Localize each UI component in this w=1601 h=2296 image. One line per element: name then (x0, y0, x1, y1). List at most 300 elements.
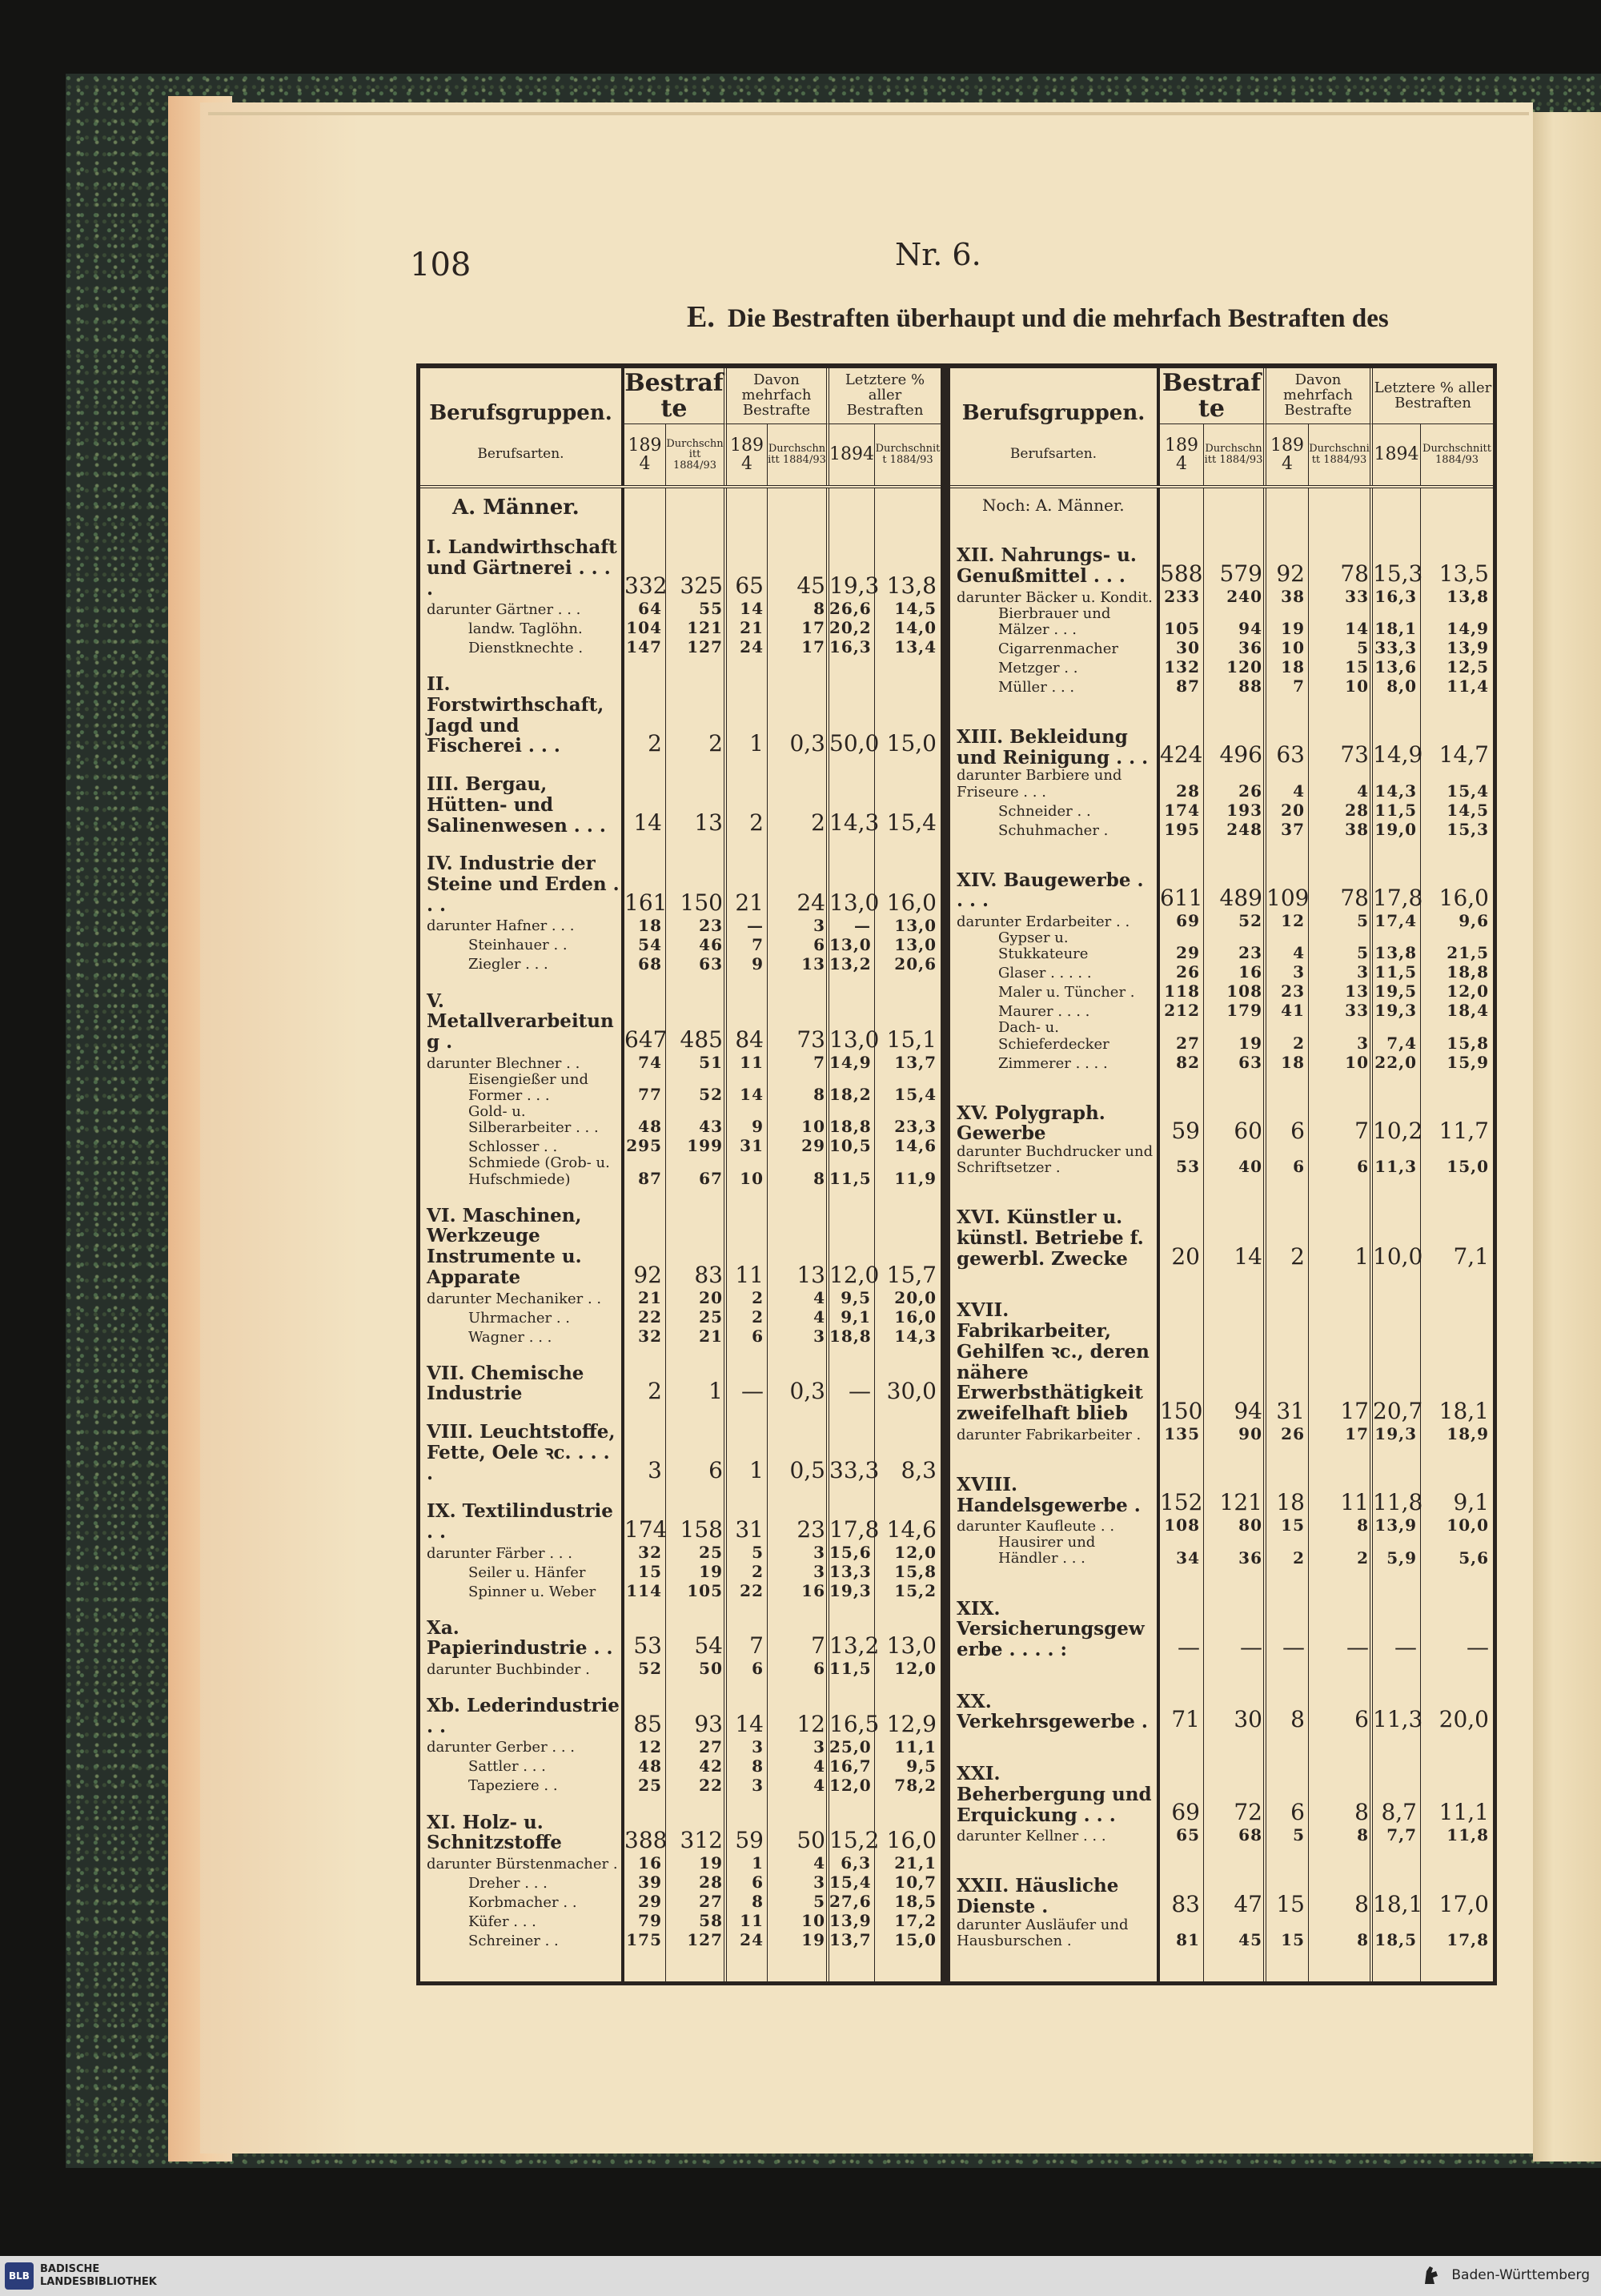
cell-bestrafte-avg: 63 (699, 953, 723, 973)
cell-percent-avg: 11,1 (1438, 1799, 1489, 1826)
cell-mehrfach-avg: 17 (1340, 1397, 1369, 1424)
row-label: darunter Fabrikarbeiter . (957, 1426, 1142, 1443)
row-label: Seiler u. Hänfer (468, 1563, 586, 1581)
cell-percent-avg: 11,4 (1447, 676, 1489, 696)
cell-percent-1894: 10,0 (1373, 1242, 1423, 1270)
cell-bestrafte-1894: 21 (638, 1287, 662, 1307)
cell-percent-avg: 14,7 (1438, 741, 1489, 769)
cell-bestrafte-1894: 161 (624, 889, 668, 916)
cell-percent-1894: 13,0 (829, 934, 872, 954)
cell-mehrfach-1894: 63 (1276, 741, 1305, 769)
cell-bestrafte-avg: 90 (1238, 1423, 1262, 1443)
header-year: 1894 (1160, 424, 1204, 485)
cell-mehrfach-1894: 9 (752, 953, 764, 973)
subgroup-row (420, 637, 941, 656)
cell-bestrafte-1894: 16 (638, 1853, 662, 1873)
subgroup-row (420, 1776, 941, 1795)
title-letter: E. (687, 300, 715, 334)
subgroup-row (420, 935, 941, 954)
row-label: XVIII. Handelsgewerbe . (957, 1473, 1141, 1516)
cell-percent-avg: 13,0 (886, 1632, 937, 1660)
row-spacer (420, 1678, 941, 1696)
cell-percent-avg: 17,8 (1447, 1929, 1489, 1949)
cell-percent-1894: 12,0 (829, 1261, 880, 1288)
cell-mehrfach-1894: 6 (1290, 1118, 1305, 1145)
cell-percent-1894: 7,4 (1386, 1033, 1417, 1053)
cell-bestrafte-1894: 147 (626, 637, 662, 657)
cell-bestrafte-1894: 174 (1164, 800, 1200, 820)
cell-percent-1894: 15,3 (1373, 560, 1423, 587)
cell-percent-1894: 13,3 (829, 1561, 872, 1581)
cell-mehrfach-avg: 0,3 (789, 730, 825, 757)
group-row (950, 1599, 1493, 1660)
cell-mehrfach-1894: 23 (1281, 981, 1305, 1001)
row-label: Schmiede (Grob- u. Hufschmiede) (468, 1154, 610, 1188)
subgroup-row (950, 1515, 1493, 1535)
subgroup-row (950, 1424, 1493, 1443)
subgroup-row (950, 587, 1493, 606)
cell-bestrafte-1894: 118 (1164, 981, 1200, 1001)
cell-bestrafte-avg: 193 (1226, 800, 1262, 820)
cell-mehrfach-avg: 17 (801, 637, 825, 657)
row-label: Schuhmacher . (998, 821, 1109, 839)
group-row (420, 991, 941, 1053)
subgroup-row (420, 954, 941, 973)
cell-mehrfach-1894: 92 (1276, 560, 1305, 587)
cell-mehrfach-avg: 73 (1340, 741, 1369, 769)
cell-mehrfach-1894: 24 (740, 1930, 764, 1950)
cell-mehrfach-1894: 10 (1281, 638, 1305, 658)
cell-bestrafte-1894: 195 (1164, 819, 1200, 839)
cell-bestrafte-1894: 104 (626, 618, 662, 638)
header-year: 1894 (624, 424, 666, 485)
row-label: Xa. Papierindustrie . . (427, 1616, 613, 1660)
cell-bestrafte-1894: 132 (1164, 657, 1200, 677)
cell-percent-avg: 15,3 (1447, 819, 1489, 839)
cell-bestrafte-avg: 23 (1238, 943, 1262, 963)
row-spacer (950, 1270, 1493, 1301)
header-mehrfach: Davon mehrfach Bestrafte (1266, 368, 1373, 424)
row-label: Maler u. Tüncher . (998, 984, 1135, 1001)
cell-percent-avg: — (1467, 1633, 1489, 1660)
subgroup-row (950, 1825, 1493, 1844)
cell-bestrafte-1894: 588 (1160, 560, 1203, 587)
cell-mehrfach-avg: 45 (796, 572, 825, 600)
row-label: Xb. Lederindustrie . . (427, 1695, 620, 1737)
header-average: Durchschnitt 1884/93 (1204, 424, 1266, 485)
subgroup-row (420, 1659, 941, 1678)
cell-mehrfach-avg: 5 (1357, 638, 1369, 658)
subgroup-row (420, 1562, 941, 1581)
cell-mehrfach-avg: 3 (1357, 1033, 1369, 1053)
cell-mehrfach-avg: 23 (796, 1515, 825, 1543)
cell-bestrafte-avg: 127 (687, 1930, 723, 1950)
subgroup-row (950, 962, 1493, 981)
cell-bestrafte-avg: 51 (699, 1052, 723, 1072)
cell-bestrafte-avg: 120 (1226, 657, 1262, 677)
cell-percent-1894: 13,6 (1374, 657, 1417, 677)
cell-mehrfach-1894: 65 (735, 572, 764, 600)
cell-percent-1894: 9,5 (841, 1287, 871, 1307)
row-label: XIX. Versicherungsgewerbe . . . . : (957, 1597, 1145, 1661)
row-spacer (950, 1443, 1493, 1475)
cell-bestrafte-1894: 69 (1171, 1799, 1200, 1826)
row-label: XXI. Beherbergung und Erquickung . . . (957, 1763, 1152, 1826)
subgroup-row (950, 676, 1493, 696)
cell-percent-avg: 14,9 (1447, 619, 1489, 639)
cell-mehrfach-avg: 7 (811, 1632, 825, 1660)
cell-bestrafte-avg: — (1240, 1633, 1262, 1660)
cell-mehrfach-avg: 6 (813, 934, 825, 954)
cell-percent-avg: 16,0 (894, 1307, 937, 1327)
row-spacer (950, 1660, 1493, 1692)
cell-percent-1894: 33,3 (1374, 638, 1417, 658)
header-average: Durchschnitt 1884/93 (875, 443, 941, 466)
row-label: Müller . . . (998, 678, 1075, 696)
row-spacer (950, 696, 1493, 727)
cell-bestrafte-1894: 105 (1164, 619, 1200, 639)
cell-mehrfach-1894: 14 (735, 1710, 764, 1737)
cell-percent-1894: 16,3 (1374, 586, 1417, 606)
cell-percent-avg: 17,0 (1438, 1890, 1489, 1917)
cell-mehrfach-avg: 17 (1345, 1423, 1369, 1443)
cell-percent-avg: 14,0 (894, 618, 937, 638)
cell-percent-avg: 15,8 (1447, 1033, 1489, 1053)
table-header (420, 368, 941, 488)
cell-percent-1894: 18,1 (1374, 619, 1417, 639)
cell-percent-1894: 15,6 (829, 1542, 872, 1562)
row-label: XV. Polygraph. Gewerbe (957, 1102, 1105, 1145)
cell-bestrafte-1894: 12 (638, 1736, 662, 1756)
subgroup-row (420, 1288, 941, 1307)
subgroup-row (420, 1911, 941, 1930)
cell-mehrfach-1894: 26 (1281, 1423, 1305, 1443)
subgroup-row (420, 1853, 941, 1873)
row-spacer (950, 1567, 1493, 1599)
row-spacer (420, 1346, 941, 1363)
cell-percent-avg: 16,0 (1438, 885, 1489, 912)
cell-mehrfach-1894: 37 (1281, 819, 1305, 839)
cell-mehrfach-1894: 2 (1293, 1547, 1305, 1567)
cell-bestrafte-1894: 92 (633, 1261, 662, 1288)
cell-mehrfach-avg: 3 (813, 1736, 825, 1756)
cell-bestrafte-avg: 121 (687, 618, 723, 638)
subgroup-row (420, 1892, 941, 1911)
row-label: V. Metallverarbeitung . (427, 989, 614, 1054)
cell-bestrafte-1894: 69 (1176, 911, 1200, 931)
section-label: A. Männer. (452, 496, 580, 520)
cell-mehrfach-avg: 8 (1357, 1929, 1369, 1949)
row-spacer (420, 1404, 941, 1422)
cell-percent-avg: 13,7 (894, 1052, 937, 1072)
cell-mehrfach-avg: 3 (1357, 962, 1369, 982)
row-label: Sattler . . . (468, 1758, 546, 1776)
cell-percent-avg: 12,0 (1447, 981, 1489, 1001)
subgroup-row (420, 1543, 941, 1562)
cell-bestrafte-1894: 52 (638, 1659, 662, 1679)
row-label: I. Landwirthschaft und Gärtnerei . . . . (427, 536, 617, 600)
cell-mehrfach-avg: 6 (1357, 1157, 1369, 1177)
cell-mehrfach-1894: 84 (735, 1026, 764, 1053)
header-berufsgruppen: Berufsgruppen. (950, 368, 1160, 424)
cell-mehrfach-avg: 33 (1345, 1001, 1369, 1021)
cell-bestrafte-avg: 579 (1219, 560, 1262, 587)
cell-percent-1894: 8,0 (1386, 676, 1417, 696)
cell-percent-avg: 7,1 (1453, 1242, 1489, 1270)
cell-bestrafte-avg: 68 (1238, 1825, 1262, 1845)
cell-bestrafte-1894: 34 (1176, 1547, 1200, 1567)
cell-percent-1894: 14,9 (1373, 741, 1423, 769)
cell-bestrafte-avg: 19 (1238, 1033, 1262, 1053)
cell-mehrfach-1894: 19 (1281, 619, 1305, 639)
cell-mehrfach-avg: 3 (813, 1542, 825, 1562)
cell-mehrfach-avg: 6 (813, 1659, 825, 1679)
section-heading (950, 496, 1493, 514)
cell-percent-1894: 19,3 (829, 572, 880, 600)
row-label: darunter Bürstenmacher . (427, 1855, 618, 1873)
cell-mehrfach-avg: 33 (1345, 586, 1369, 606)
subgroup-row (420, 618, 941, 637)
cell-bestrafte-1894: 83 (1171, 1890, 1200, 1917)
table-header (950, 368, 1493, 488)
cell-percent-1894: 7,7 (1386, 1825, 1417, 1845)
row-label: XIV. Baugewerbe . . . . (957, 869, 1144, 912)
row-label: darunter Ausläufer und Hausburschen . (957, 1916, 1129, 1949)
cell-percent-avg: 13,5 (1438, 560, 1489, 587)
cell-percent-1894: — (1394, 1633, 1417, 1660)
state-name: Baden-Württemberg (1451, 2267, 1590, 2283)
cell-bestrafte-avg: 93 (694, 1710, 723, 1737)
cell-mehrfach-1894: 6 (1290, 1799, 1305, 1826)
cell-bestrafte-avg: 28 (699, 1873, 723, 1893)
cell-mehrfach-avg: 10 (1345, 676, 1369, 696)
header-percent: Letztere % aller Bestraften (829, 368, 941, 424)
cell-percent-avg: 12,9 (886, 1710, 937, 1737)
cell-mehrfach-1894: 31 (1276, 1397, 1305, 1424)
cell-mehrfach-avg: 28 (1345, 800, 1369, 820)
cell-mehrfach-1894: 1 (752, 1853, 764, 1873)
row-label: darunter Mechaniker . . (427, 1290, 602, 1307)
cell-percent-1894: 18,5 (1374, 1929, 1417, 1949)
cell-mehrfach-1894: 6 (752, 1326, 764, 1346)
cell-mehrfach-avg: 73 (796, 1026, 825, 1053)
cell-bestrafte-1894: 32 (638, 1326, 662, 1346)
subgroup-row (950, 657, 1493, 676)
section-label: Noch: A. Männer. (982, 496, 1125, 515)
cell-bestrafte-1894: 64 (638, 599, 662, 619)
cell-mehrfach-1894: 14 (740, 1085, 764, 1105)
subgroup-row (950, 820, 1493, 839)
header-percent: Letztere % aller Bestraften (1373, 368, 1493, 424)
row-label: darunter Barbiere und Friseure . . . (957, 767, 1122, 801)
cell-mehrfach-1894: 2 (1290, 1242, 1305, 1270)
group-row (420, 774, 941, 836)
cell-bestrafte-avg: 2 (708, 730, 723, 757)
row-label: IV. Industrie der Steine und Erden . . . (427, 853, 620, 916)
cell-bestrafte-1894: 32 (638, 1542, 662, 1562)
cell-percent-1894: 20,7 (1373, 1397, 1423, 1424)
cell-bestrafte-avg: 20 (699, 1287, 723, 1307)
cell-percent-avg: 16,0 (886, 1827, 937, 1854)
row-label: darunter Gerber . . . (427, 1739, 576, 1756)
cell-percent-1894: 8,7 (1381, 1799, 1417, 1826)
header-bestrafte: Bestrafte (1160, 368, 1266, 424)
subgroup-row (950, 911, 1493, 930)
cell-bestrafte-avg: 80 (1238, 1515, 1262, 1535)
cell-percent-avg: 20,0 (1438, 1706, 1489, 1733)
row-spacer (420, 1600, 941, 1618)
cell-percent-avg: 11,8 (1447, 1825, 1489, 1845)
subgroup-row (420, 916, 941, 935)
row-label: Spinner u. Weber (468, 1583, 596, 1600)
row-label: darunter Kellner . . . (957, 1828, 1106, 1845)
cell-mehrfach-1894: 11 (735, 1261, 764, 1288)
header-year: 1894 (1373, 424, 1421, 485)
cell-mehrfach-1894: 14 (740, 599, 764, 619)
group-row (950, 870, 1493, 912)
row-label: Cigarrenmacher (998, 640, 1118, 657)
cell-percent-1894: 14,9 (829, 1052, 872, 1072)
header-bestrafte: Bestrafte (624, 368, 727, 424)
cell-bestrafte-avg: 52 (699, 1085, 723, 1105)
cell-bestrafte-avg: 54 (694, 1632, 723, 1660)
cell-mehrfach-avg: 8 (813, 1168, 825, 1188)
cell-percent-1894: 50,0 (829, 730, 880, 757)
cell-bestrafte-avg: 40 (1238, 1157, 1262, 1177)
cell-percent-1894: 13,7 (829, 1930, 872, 1950)
cell-bestrafte-1894: 85 (633, 1710, 662, 1737)
cell-mehrfach-avg: 0,3 (789, 1378, 825, 1405)
row-label: XX. Verkehrsgewerbe . (957, 1690, 1148, 1733)
header-year: 1894 (829, 424, 875, 485)
cell-percent-avg: 11,7 (1438, 1118, 1489, 1145)
cell-mehrfach-avg: 13 (796, 1261, 825, 1288)
cell-bestrafte-1894: 3 (648, 1457, 662, 1484)
group-row (420, 537, 941, 599)
cell-mehrfach-1894: 31 (740, 1136, 764, 1156)
cell-mehrfach-avg: 29 (801, 1136, 825, 1156)
cell-percent-avg: 10,7 (894, 1873, 937, 1893)
cell-bestrafte-1894: 68 (638, 953, 662, 973)
cell-mehrfach-1894: 15 (1276, 1890, 1305, 1917)
header-berufsgruppen: Berufsgruppen. (420, 368, 624, 424)
subgroup-row (950, 1144, 1493, 1176)
row-spacer (950, 1072, 1493, 1103)
cell-percent-1894: — (849, 1378, 871, 1405)
cell-mehrfach-1894: 59 (735, 1827, 764, 1854)
cell-percent-avg: 13,8 (886, 572, 937, 600)
cell-percent-avg: 18,8 (1447, 962, 1489, 982)
cell-mehrfach-1894: 6 (1293, 1157, 1305, 1177)
cell-bestrafte-1894: 77 (638, 1085, 662, 1105)
cell-mehrfach-avg: 8 (1354, 1890, 1369, 1917)
cell-percent-avg: 15,9 (1447, 1052, 1489, 1072)
table-right (945, 363, 1497, 1985)
issue-number: Nr. 6. (895, 237, 981, 272)
cell-bestrafte-avg: 27 (699, 1736, 723, 1756)
subgroup-row (950, 981, 1493, 1001)
cell-mehrfach-1894: 2 (752, 1287, 764, 1307)
cell-mehrfach-1894: 12 (1281, 911, 1305, 931)
cell-bestrafte-1894: 108 (1164, 1515, 1200, 1535)
cell-bestrafte-avg: 50 (699, 1659, 723, 1679)
cell-bestrafte-avg: 67 (699, 1168, 723, 1188)
cell-percent-1894: 11,8 (1373, 1489, 1423, 1516)
group-row (950, 1300, 1493, 1424)
cell-mehrfach-avg: 4 (813, 1853, 825, 1873)
cell-mehrfach-avg: 8 (1354, 1799, 1369, 1826)
cell-mehrfach-1894: 7 (749, 1632, 764, 1660)
cell-percent-1894: 20,2 (829, 618, 872, 638)
cell-mehrfach-avg: 2 (811, 809, 825, 837)
cell-bestrafte-avg: 6 (708, 1457, 723, 1484)
cell-mehrfach-avg: 15 (1345, 657, 1369, 677)
cell-mehrfach-avg: 3 (813, 915, 825, 935)
row-label: Gold- u. Silberarbeiter . . . (468, 1103, 599, 1137)
row-label: Hausirer und Händler . . . (998, 1534, 1096, 1567)
row-spacer (420, 836, 941, 853)
cell-percent-avg: 14,6 (894, 1136, 937, 1156)
cell-mehrfach-avg: 5 (813, 1892, 825, 1912)
cell-bestrafte-avg: 30 (1234, 1706, 1262, 1733)
row-spacer (420, 520, 941, 537)
cell-percent-1894: 16,3 (829, 637, 872, 657)
cell-mehrfach-avg: 10 (801, 1911, 825, 1931)
cell-bestrafte-1894: 295 (626, 1136, 662, 1156)
header-average: Durchschnitt 1884/93 (1309, 424, 1373, 485)
cell-mehrfach-avg: 4 (813, 1756, 825, 1776)
cell-percent-1894: 6,3 (841, 1853, 871, 1873)
cell-percent-avg: 13,9 (1447, 638, 1489, 658)
cell-percent-1894: 15,2 (829, 1827, 880, 1854)
cell-bestrafte-avg: 19 (699, 1561, 723, 1581)
row-label: XVII. Fabrikarbeiter, Gehilfen ꝛc., deren nähere Erwerbsthätigkeit zweifelhaft blieb (957, 1299, 1150, 1425)
row-spacer (950, 1732, 1493, 1764)
cell-bestrafte-avg: 1 (708, 1378, 723, 1405)
cell-percent-avg: 15,2 (894, 1580, 937, 1600)
row-label: Dienstknechte . (468, 640, 584, 657)
cell-percent-avg: 15,4 (1447, 781, 1489, 801)
header-average: Durchschnitt 1884/93 (768, 424, 829, 485)
cell-percent-avg: 15,7 (886, 1261, 937, 1288)
cell-percent-avg: 14,3 (894, 1326, 937, 1346)
row-label: Metzger . . (998, 659, 1078, 676)
cell-percent-1894: 26,6 (829, 599, 872, 619)
cell-bestrafte-1894: 54 (638, 934, 662, 954)
cell-bestrafte-1894: 81 (1176, 1929, 1200, 1949)
row-label: II. Forstwirthschaft, Jagd und Fischerei . . . (427, 673, 604, 757)
cell-bestrafte-avg: 46 (699, 934, 723, 954)
cell-bestrafte-1894: 79 (638, 1911, 662, 1931)
row-label: darunter Buchdrucker und Schriftsetzer . (957, 1143, 1154, 1177)
row-label: IX. Textilindustrie . . (427, 1500, 613, 1543)
cell-percent-avg: 18,4 (1447, 1001, 1489, 1021)
cell-percent-avg: 20,6 (894, 953, 937, 973)
cell-bestrafte-avg: 199 (687, 1136, 723, 1156)
cell-mehrfach-avg: 78 (1340, 560, 1369, 587)
row-label: Tapeziere . . (468, 1777, 558, 1795)
cell-mehrfach-avg: 4 (1357, 781, 1369, 801)
cell-percent-avg: 14,6 (886, 1515, 937, 1543)
cell-percent-avg: 78,2 (894, 1775, 937, 1795)
cell-percent-avg: 15,4 (894, 1085, 937, 1105)
cell-mehrfach-1894: 1 (749, 730, 764, 757)
cell-bestrafte-avg: 88 (1238, 676, 1262, 696)
cell-percent-avg: 14,5 (1447, 800, 1489, 820)
row-label: Schneider . . (998, 802, 1091, 820)
cell-percent-avg: 18,5 (894, 1892, 937, 1912)
cell-bestrafte-avg: 179 (1226, 1001, 1262, 1021)
